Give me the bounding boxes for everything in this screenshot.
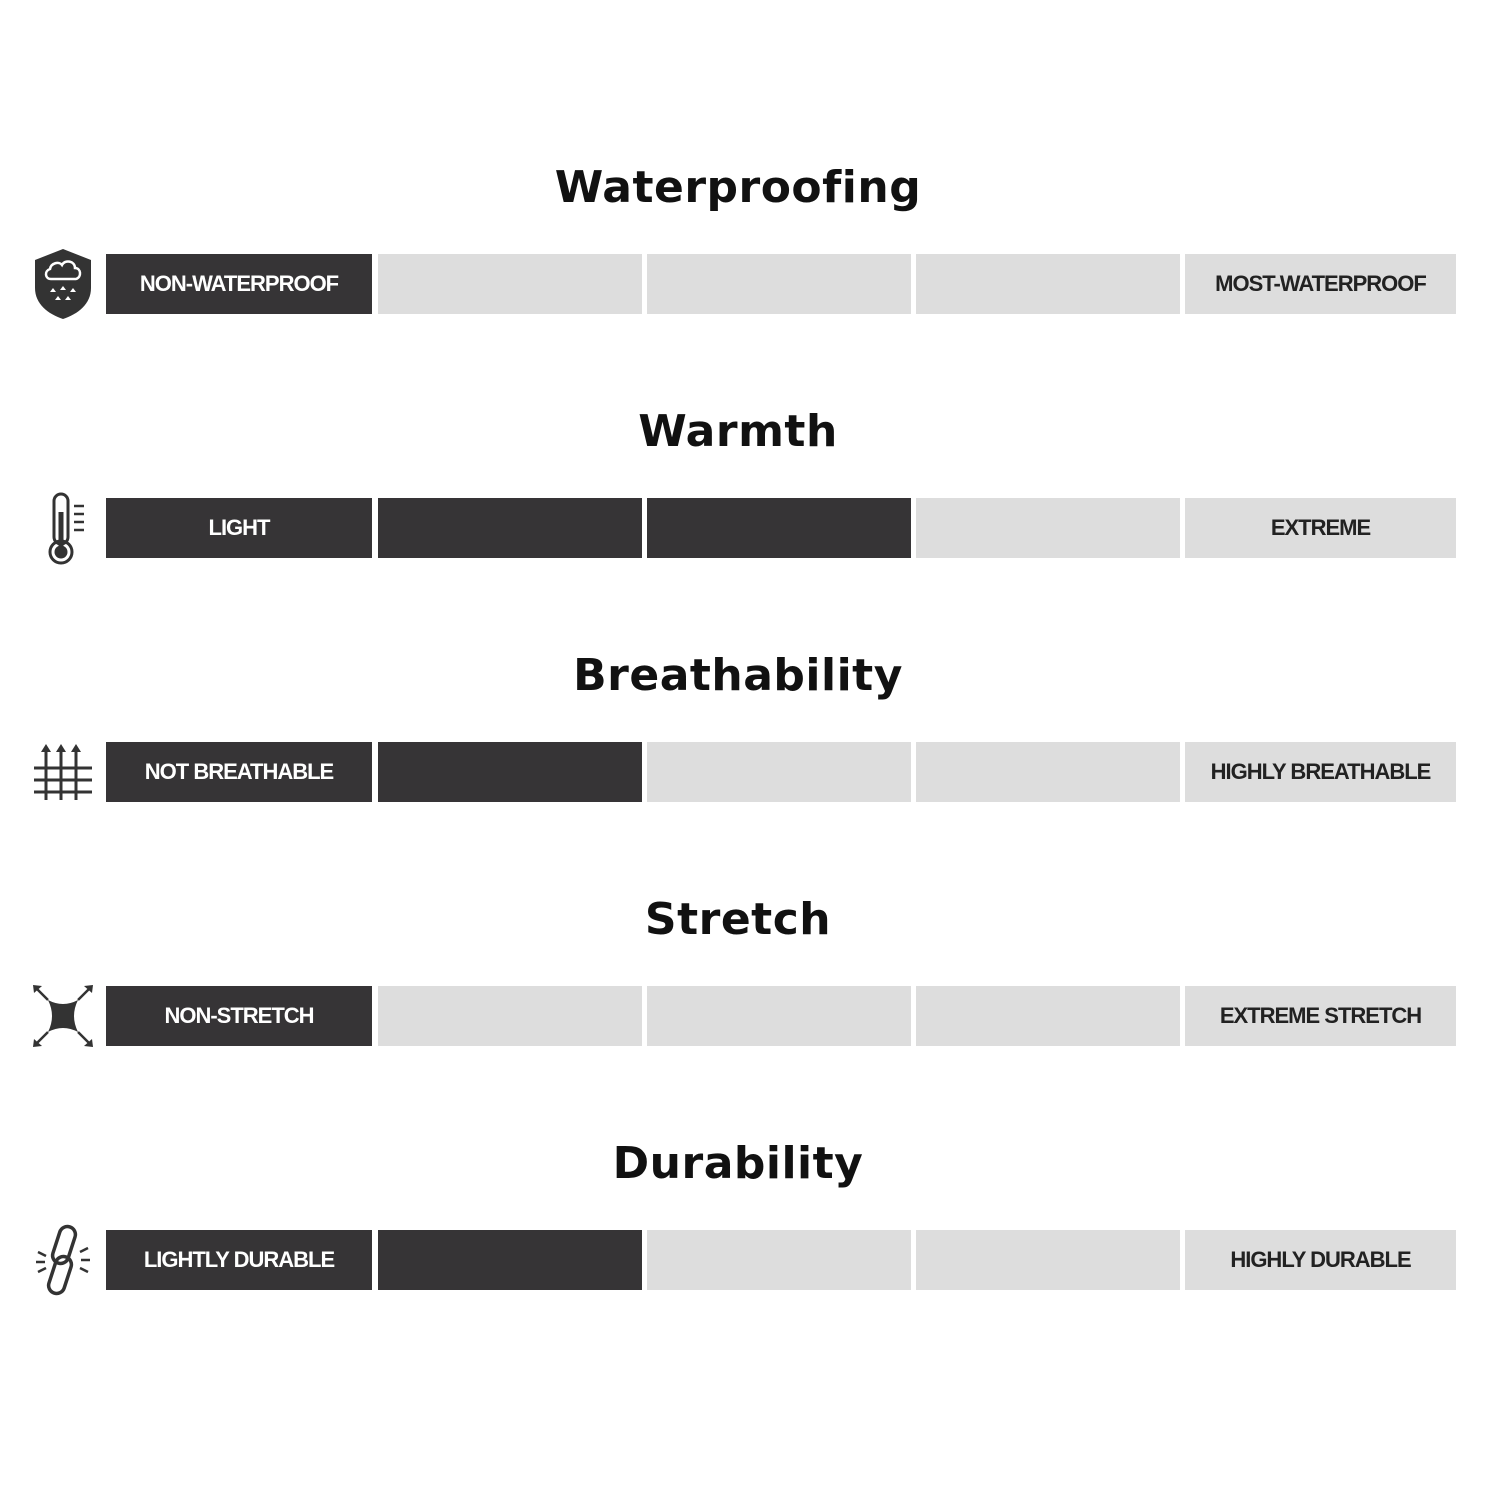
- scale-segment-4: [916, 986, 1180, 1046]
- rating-breathability: [0, 646, 1500, 856]
- rating-title: Waterproofing: [554, 162, 922, 213]
- scale-segment-5: [1185, 1230, 1456, 1290]
- shield-rain-icon: [30, 246, 96, 322]
- scale-segment-2: [378, 986, 642, 1046]
- scale-segment-5: [1185, 254, 1456, 314]
- scale-segment-5: [1185, 498, 1456, 558]
- min-label: NOT BREATHABLE: [144, 759, 334, 784]
- rating-durability: [0, 1134, 1500, 1344]
- scale-segment-3: [647, 1230, 911, 1290]
- scale-bar: [106, 742, 1456, 802]
- max-label: HIGHLY BREATHABLE: [1210, 759, 1431, 784]
- scale-bar: [106, 254, 1456, 314]
- rating-waterproofing: [0, 158, 1500, 368]
- rating-title: Warmth: [638, 406, 838, 457]
- stretch-arrows-icon: [30, 978, 96, 1054]
- scale-segment-4: [916, 254, 1180, 314]
- scale-bar: [106, 986, 1456, 1046]
- scale-segment-1: [106, 986, 372, 1046]
- scale-segment-3: [647, 498, 911, 558]
- max-label: EXTREME: [1270, 515, 1371, 540]
- max-label: HIGHLY DURABLE: [1230, 1247, 1411, 1272]
- scale-segment-5: [1185, 986, 1456, 1046]
- max-label: MOST-WATERPROOF: [1215, 271, 1426, 296]
- scale-segment-2: [378, 498, 642, 558]
- scale-segment-1: [106, 254, 372, 314]
- max-label: EXTREME STRETCH: [1219, 1003, 1422, 1028]
- scale-segment-3: [647, 254, 911, 314]
- scale-segment-2: [378, 742, 642, 802]
- rating-stretch: [0, 890, 1500, 1100]
- scale-bar: [106, 1230, 1456, 1290]
- rating-title: Durability: [612, 1138, 864, 1189]
- min-label: LIGHTLY DURABLE: [143, 1247, 335, 1272]
- scale-segment-3: [647, 986, 911, 1046]
- scale-segment-5: [1185, 742, 1456, 802]
- scale-segment-1: [106, 742, 372, 802]
- scale-segment-2: [378, 1230, 642, 1290]
- scale-segment-1: [106, 498, 372, 558]
- scale-segment-4: [916, 1230, 1180, 1290]
- breathable-fabric-icon: [30, 734, 96, 810]
- min-label: NON-WATERPROOF: [139, 271, 339, 296]
- scale-segment-2: [378, 254, 642, 314]
- thermometer-icon: [30, 490, 96, 566]
- rating-warmth: [0, 402, 1500, 612]
- scale-segment-4: [916, 742, 1180, 802]
- min-label: NON-STRETCH: [164, 1003, 314, 1028]
- scale-segment-1: [106, 1230, 372, 1290]
- scale-segment-3: [647, 742, 911, 802]
- min-label: LIGHT: [208, 515, 270, 540]
- scale-segment-4: [916, 498, 1180, 558]
- scale-bar: [106, 498, 1456, 558]
- rating-title: Stretch: [644, 894, 832, 945]
- rating-title: Breathability: [573, 650, 903, 701]
- chain-link-icon: [30, 1222, 96, 1298]
